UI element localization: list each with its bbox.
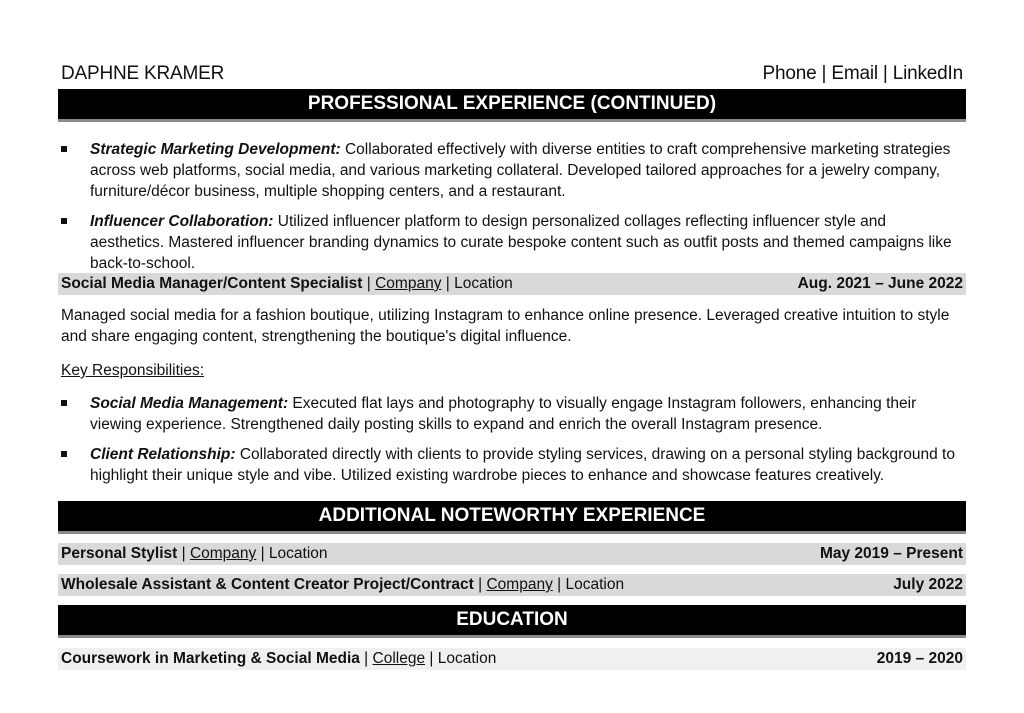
contact-info: Phone | Email | LinkedIn [762,63,963,84]
bullet-square-icon [61,218,67,224]
list-item [58,211,964,274]
bullet-text: Executed flat lays and photography to visually engage Instagram followers, enhancing their viewing experience. Strengthened daily posting skills to expand and enrich the overall Instagram presence. [90,395,917,433]
role-dates: July 2022 [893,576,963,593]
job-location: Location [454,275,513,292]
section-heading-additional: ADDITIONAL NOTEWORTHY EXPERIENCE [58,501,966,534]
separator: | [362,275,376,292]
additional-line [61,576,624,594]
separator: | [552,576,566,593]
role-title: Personal Stylist [61,545,178,562]
section-heading-education: EDUCATION [58,605,966,638]
education-title: Coursework in Marketing & Social Media [61,650,360,667]
job-summary: Managed social media for a fashion boutique, utilizing Instagram to enhance online presence. Leveraged creative intuition to style and share engaging content, strengthening the boutique's digital influence. [61,307,950,345]
list-item [58,444,964,486]
company-name: Company [375,275,442,292]
bullet-lead: Client Relationship: [90,446,236,463]
bullet-lead: Strategic Marketing Development: [90,141,341,158]
candidate-name: DAPHNE KRAMER [61,63,225,84]
role-title: Wholesale Assistant & Content Creator Project/Contract [61,576,474,593]
job-header-row [58,273,966,295]
separator: | [359,650,373,667]
additional-row [58,574,966,596]
education-row [58,648,966,670]
responsibility-bullet-list [58,393,964,495]
separator: | [425,650,438,667]
role-location: Location [565,576,625,593]
experience-bullet-list [58,139,964,283]
bullet-text: Collaborated directly with clients to provide styling services, drawing on a personal styling background to highlight their unique style and vibe. Utilized existing wardrobe pieces to enhance and showcase features creatively. [90,446,955,484]
bullet-square-icon [61,146,67,152]
role-dates: May 2019 – Present [819,545,963,562]
separator: | [441,275,455,292]
bullet-lead: Influencer Collaboration: [90,213,274,230]
separator: | [473,576,487,593]
company-name: Company [189,545,257,562]
education-line [61,650,496,668]
section-heading-experience: PROFESSIONAL EXPERIENCE (CONTINUED) [58,89,966,122]
list-item [58,139,964,202]
separator: | [256,545,269,562]
school-name: College [372,650,426,667]
separator: | [177,545,190,562]
key-responsibilities-label: Key Responsibilities: [61,362,205,379]
resume-header [58,61,966,85]
additional-row [58,543,966,565]
education-location: Location [437,650,497,667]
bullet-square-icon [61,400,67,406]
bullet-text: Collaborated effectively with diverse entities to craft comprehensive marketing strategies across web platforms, social media, and various marketing collateral. Developed tailored approaches for a jewelry company, furniture/décor business, multiple shopping centers, and a restaurant. [90,141,951,200]
additional-line [61,545,328,563]
job-line [61,275,513,293]
company-name: Company [486,576,553,593]
list-item [58,393,964,435]
bullet-lead: Social Media Management: [90,395,289,412]
role-location: Location [268,545,328,562]
job-title: Social Media Manager/Content Specialist [61,275,363,292]
bullet-square-icon [61,451,67,457]
education-dates: 2019 – 2020 [876,650,963,667]
bullet-text: Utilized influencer platform to design personalized collages reflecting influencer style and aesthetics. Mastered influencer branding dynamics to curate bespoke content such as outfit posts and themed campaigns like back-to-school. [90,213,952,272]
job-dates: Aug. 2021 – June 2022 [797,275,963,292]
